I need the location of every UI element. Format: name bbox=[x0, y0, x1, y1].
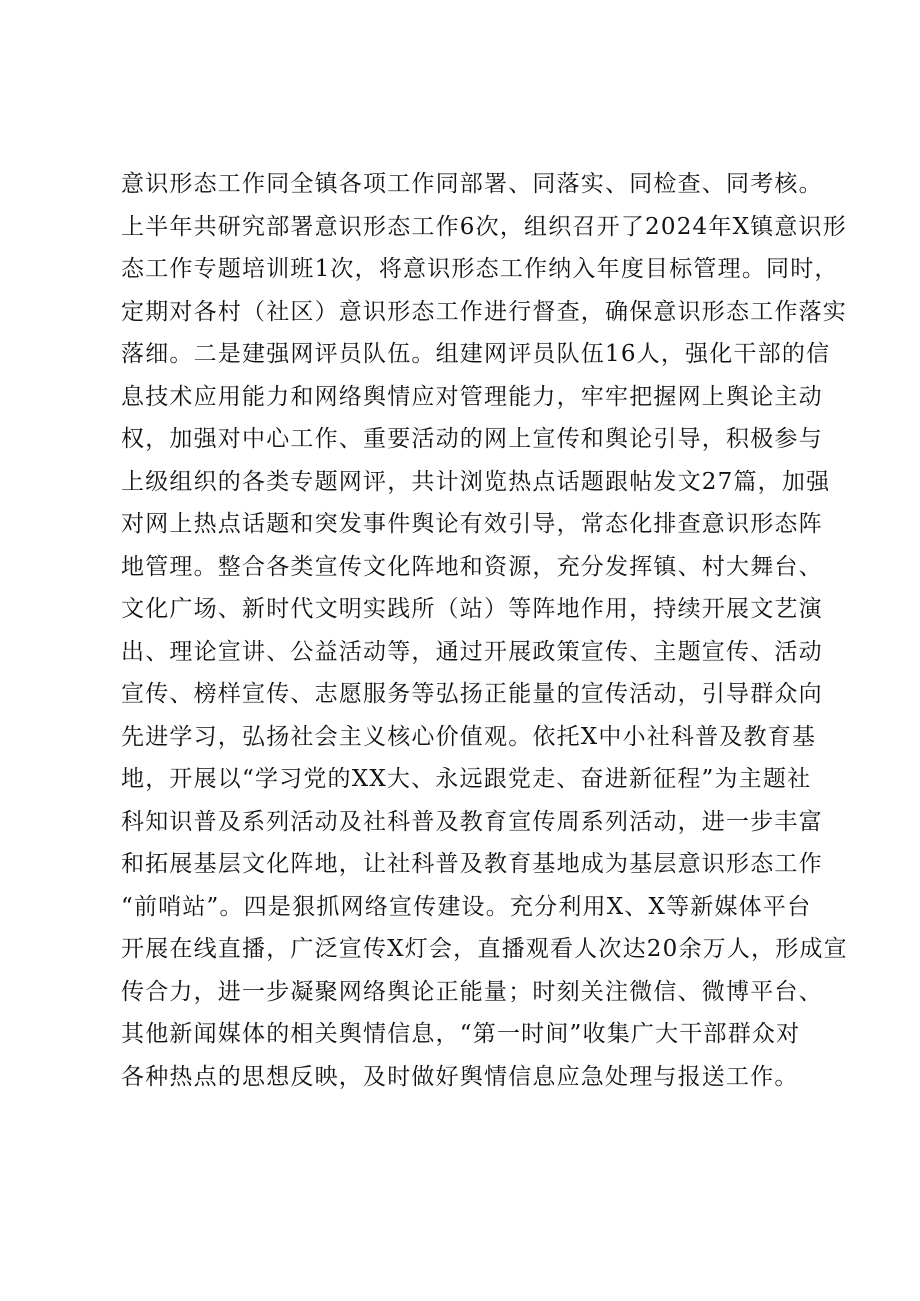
text-line: 出、理论宣讲、公益活动等，通过开展政策宣传、主题宣传、活动 bbox=[121, 638, 823, 665]
text-line: 文化广场、新时代文明实践所（站）等阵地作用，持续开展文艺演 bbox=[121, 596, 823, 622]
text-line: 态工作专题培训班1次，将意识形态工作纳入年度目标管理。同时， bbox=[121, 256, 839, 282]
text-line: 地管理。整合各类宣传文化阵地和资源，充分发挥镇、村大舞台、 bbox=[121, 553, 823, 580]
text-line: 地，开展以“学习党的XX大、永远跟党走、奋进新征程”为主题社 bbox=[121, 766, 812, 792]
text-line: 上级组织的各类专题网评，共计浏览热点话题跟帖发文27篇，加强 bbox=[121, 468, 831, 495]
text-line: 科知识普及系列活动及社科普及教育宣传周系列活动，进一步丰富 bbox=[121, 808, 823, 835]
text-line: 上半年共研究部署意识形态工作6次，组织召开了2024年X镇意识形 bbox=[121, 213, 847, 240]
text-line: “前哨站”。四是狠抓网络宣传建设。充分利用X、X等新媒体平台 bbox=[121, 893, 812, 920]
body-text bbox=[121, 163, 848, 1098]
text-line: 对网上热点话题和突发事件舆论有效引导，常态化排查意识形态阵 bbox=[121, 511, 823, 537]
text-line: 和拓展基层文化阵地，让社科普及教育基地成为基层意识形态工作 bbox=[121, 851, 823, 877]
text-line: 先进学习，弘扬社会主义核心价值观。依托X中小社科普及教育基 bbox=[121, 723, 817, 750]
text-line: 各种热点的思想反映，及时做好舆情信息应急处理与报送工作。 bbox=[121, 1063, 799, 1090]
text-line: 宣传、榜样宣传、志愿服务等弘扬正能量的宣传活动，引导群众向 bbox=[121, 681, 823, 707]
text-line: 定期对各村（社区）意识形态工作进行督查，确保意识形态工作落实 bbox=[121, 298, 847, 325]
text-line: 权，加强对中心工作、重要活动的网上宣传和舆论引导，积极参与 bbox=[121, 426, 823, 452]
text-line: 传合力，进一步凝聚网络舆论正能量；时刻关注微信、微博平台、 bbox=[121, 978, 823, 1005]
text-line: 意识形态工作同全镇各项工作同部署、同落实、同检查、同考核。 bbox=[121, 171, 823, 197]
text-line: 息技术应用能力和网络舆情应对管理能力，牢牢把握网上舆论主动 bbox=[121, 383, 823, 410]
text-line: 其他新闻媒体的相关舆情信息，“第一时间”收集广大干部群众对 bbox=[121, 1021, 801, 1047]
text-line: 落细。二是建强网评员队伍。组建网评员队伍16人，强化干部的信 bbox=[121, 341, 831, 367]
text-line: 开展在线直播，广泛宣传X灯会，直播观看人次达20余万人，形成宣 bbox=[121, 936, 848, 962]
